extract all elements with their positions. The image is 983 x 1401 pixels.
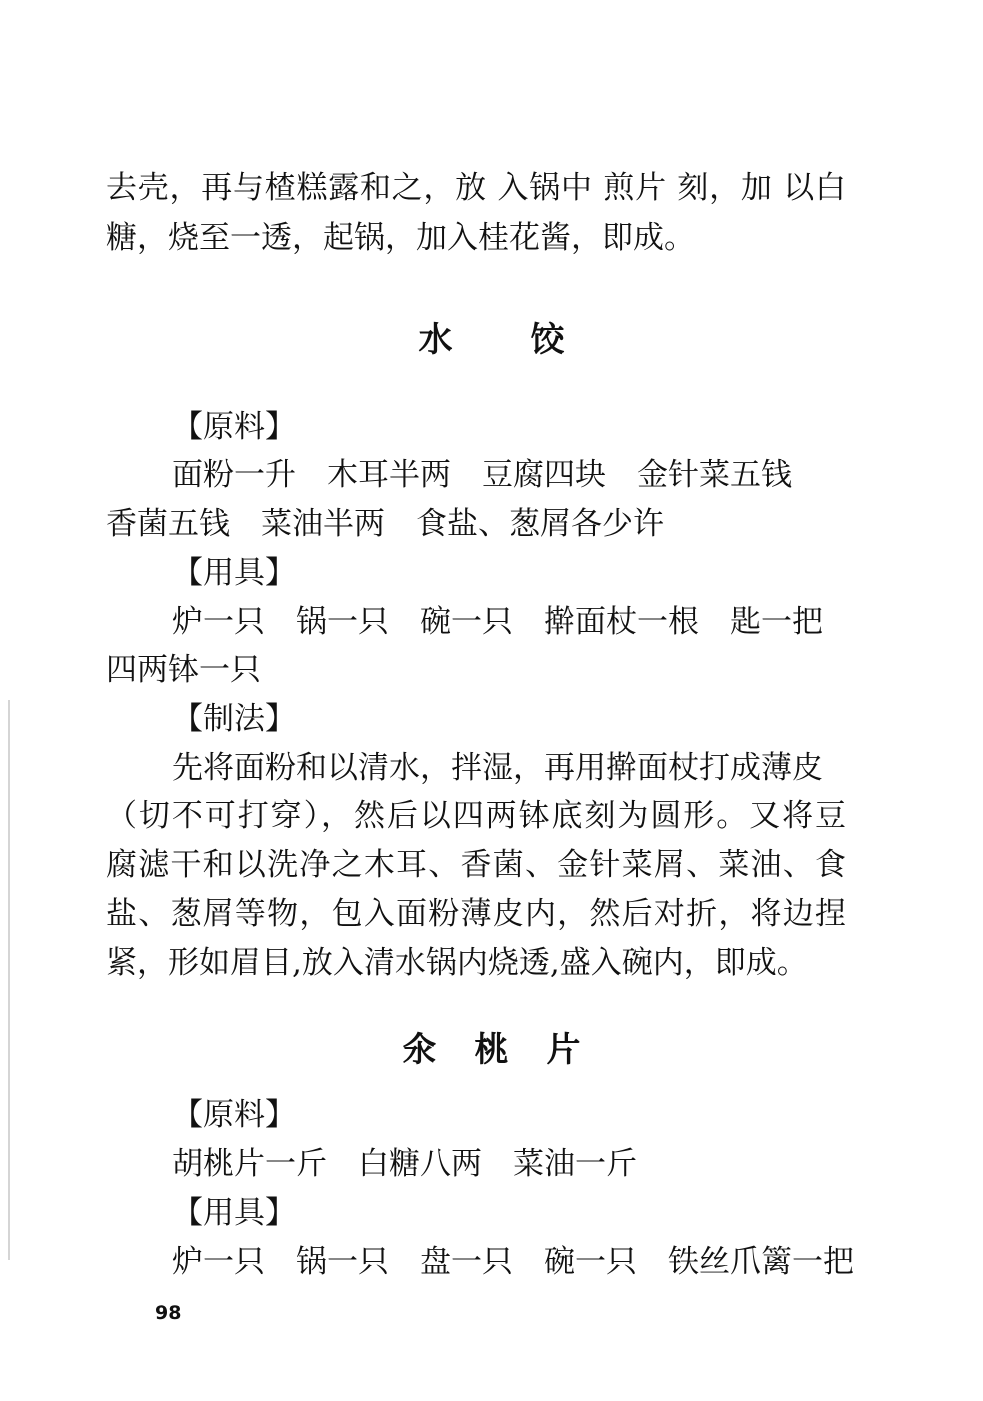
method-line-2: （切不可打穿），然后以四两钵底刻为圆形。又将豆 [106,798,846,834]
ingredients-label-2: 【原料】 [172,1097,296,1133]
tools-line-1: 炉一只 锅一只 碗一只 擀面杖一根 匙一把 [172,604,823,640]
tools-label: 【用具】 [172,555,296,591]
tools-line-2-1: 炉一只 锅一只 盘一只 碗一只 铁丝爪篱一把 [172,1244,854,1280]
method-label: 【制法】 [172,701,296,737]
ingredients-line-1: 面粉一升 木耳半两 豆腐四块 金针菜五钱 [172,457,792,493]
method-line-5: 紧，形如眉目,放入清水锅内烧透,盛入碗内，即成。 [106,945,808,981]
method-line-3: 腐滤干和以洗净之木耳、香菌、金针菜屑、菜油、食 [106,847,846,883]
ingredients-line-2-1: 胡桃片一斤 白糖八两 菜油一斤 [172,1146,637,1182]
recipe-title-tunthaopian: 氽桃片 [402,1030,619,1070]
tools-label-2: 【用具】 [172,1195,296,1231]
tools-line-2: 四两钵一只 [106,652,261,688]
page-number: 98 [155,1302,182,1324]
ingredients-label: 【原料】 [172,409,296,445]
method-line-1: 先将面粉和以清水，拌湿，再用擀面杖打成薄皮 [172,750,823,786]
recipe-title-shuijiao: 水饺 [418,320,643,360]
intro-line-1: 去壳，再与楂糕露和之，放 入锅中 煎片 刻，加 以白 [106,170,846,206]
method-line-4: 盐、葱屑等物，包入面粉薄皮内，然后对折，将边捏 [106,896,846,932]
ingredients-line-2: 香菌五钱 菜油半两 食盐、葱屑各少许 [106,506,664,542]
scan-margin-shadow [8,700,10,1260]
intro-line-2: 糖，烧至一透，起锅，加入桂花酱，即成。 [106,220,695,256]
